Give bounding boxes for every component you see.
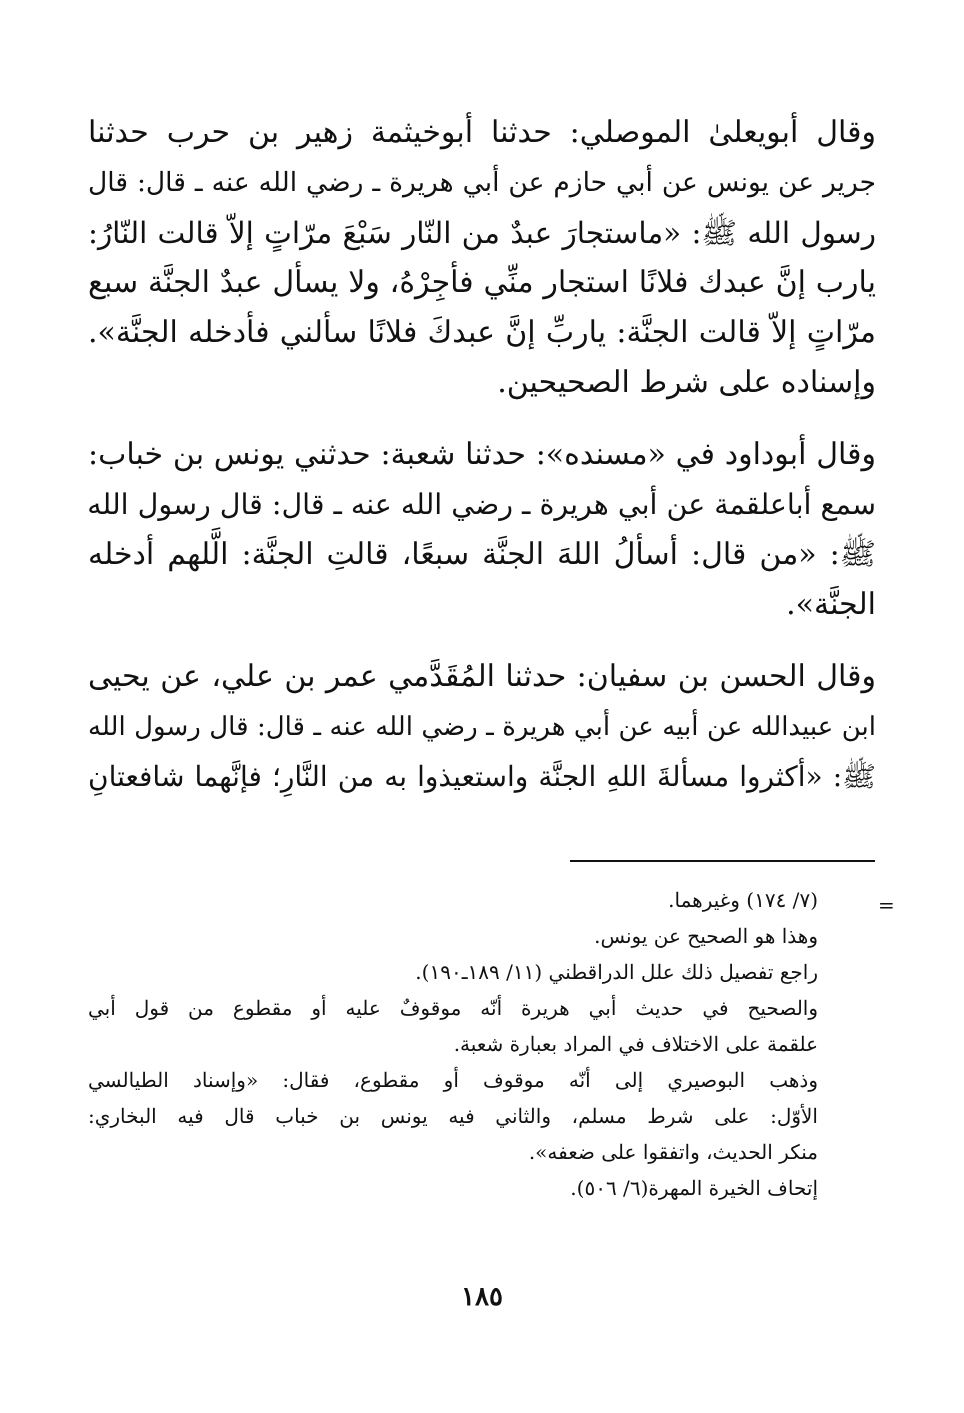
footnote-line: راجع تفصيل ذلك علل الدراقطني (١١/ ١٨٩ـ١٩٠). bbox=[415, 960, 818, 984]
footnote-continuation-mark: = bbox=[878, 893, 895, 917]
paragraph-gap bbox=[88, 408, 876, 430]
text-line: وقال أبويعلىٰ الموصلي: حدثنا أبوخيثمة زهير بن حرب حدثنا bbox=[88, 115, 876, 150]
footnote-line: منكر الحديث، واتفقوا على ضعفه». bbox=[528, 1140, 818, 1164]
text-line: وإسناده على شرط الصحيحين. bbox=[497, 365, 876, 400]
footnote-line: وذهب البوصيري إلى أنّه موقوف أو مقطوع، فقال: «وإسناد الطيالسي bbox=[88, 1068, 818, 1092]
text-line: وقال أبوداود في «مسنده»: حدثنا شعبة: حدثني يونس بن خباب: bbox=[88, 437, 876, 472]
text-line: ﷺ: «من قال: أسألُ اللهَ الجنَّة سبعًا، قالتِ الجنَّة: الَّلهم أدخله bbox=[88, 537, 876, 572]
page-number: ١٨٥ bbox=[461, 1282, 503, 1312]
footnote-line: إتحاف الخيرة المهرة(٦/ ٥٠٦). bbox=[570, 1176, 818, 1200]
text-line: رسول الله ﷺ: «ماستجارَ عبدٌ من النّار سَبْعَ مرّاتٍ إلاّ قالت النّارُ: bbox=[88, 216, 876, 250]
text-line: مرّاتٍ إلاّ قالت الجنَّة: ياربِّ إنَّ عبدكَ فلانًا سألني فأدخله الجنَّة». bbox=[88, 315, 876, 350]
paragraph bbox=[88, 652, 876, 802]
footnote-line: الأوّل: على شرط مسلم، والثاني فيه يونس بن خباب قال فيه البخاري: bbox=[88, 1104, 818, 1128]
footnote-line: وهذا هو الصحيح عن يونس. bbox=[594, 924, 818, 948]
text-line: يارب إنَّ عبدك فلانًا استجار منِّي فأجِرْهُ، ولا يسأل عبدٌ الجنَّة سبع bbox=[88, 265, 876, 300]
text-line: وقال الحسن بن سفيان: حدثنا المُقَدَّمي عمر بن علي، عن يحيى bbox=[88, 659, 876, 694]
footnote-separator bbox=[570, 860, 875, 862]
footnote-line: (٧/ ١٧٤) وغيرهما. bbox=[668, 888, 818, 912]
footnote-line: علقمة على الاختلاف في المراد بعبارة شعبة. bbox=[453, 1032, 818, 1056]
text-line: ﷺ: «أكثروا مسألةَ اللهِ الجنَّة واستعيذوا به من النَّارِ؛ فإنَّهما شافعتانِ bbox=[88, 760, 876, 793]
text-line: الجنَّة». bbox=[786, 587, 876, 622]
footnotes bbox=[88, 882, 876, 1206]
footnote-line: والصحيح في حديث أبي هريرة أنّه موقوفٌ عليه أو مقطوع من قول أبي bbox=[88, 996, 818, 1020]
main-text bbox=[88, 108, 876, 802]
text-line: ابن عبيدالله عن أبيه عن أبي هريرة ـ رضي الله عنه ـ قال: قال رسول الله bbox=[88, 712, 876, 742]
paragraph-gap bbox=[88, 630, 876, 652]
paragraph bbox=[88, 108, 876, 408]
text-line: جرير عن يونس عن أبي حازم عن أبي هريرة ـ رضي الله عنه ـ قال: قال bbox=[88, 167, 876, 198]
text-line: سمع أباعلقمة عن أبي هريرة ـ رضي الله عنه ـ قال: قال رسول الله bbox=[87, 488, 876, 521]
paragraph bbox=[88, 430, 876, 630]
